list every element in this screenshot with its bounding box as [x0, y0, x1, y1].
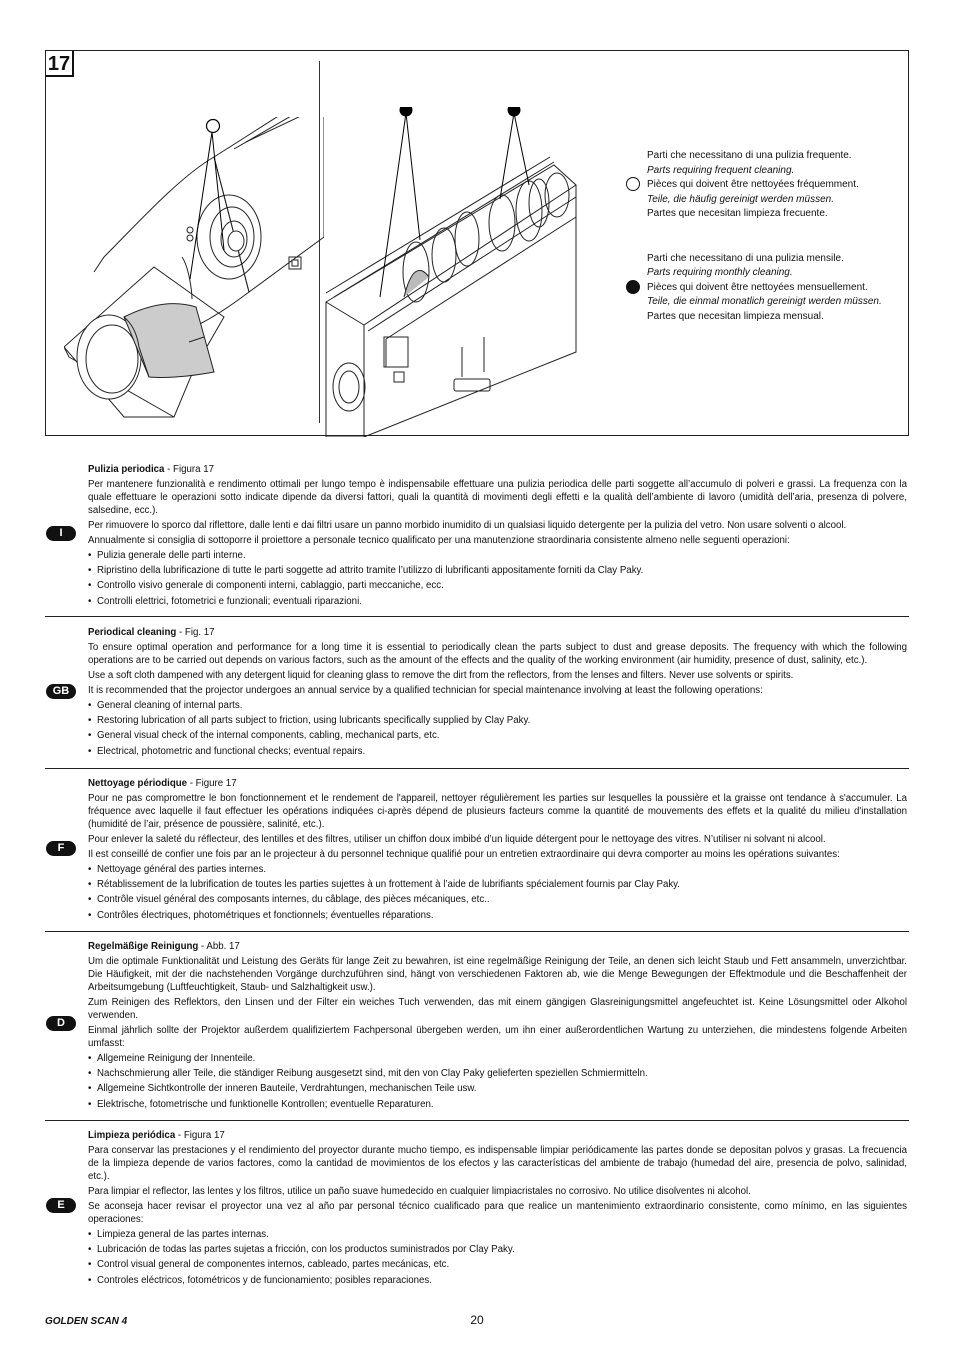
legend-line-it: Parti che necessitano di una pulizia mensile. [647, 252, 844, 264]
list-item: • Nachschmierung aller Teile, die ständiger Reibung ausgesetzt sind, mit den von Clay Paky gelieferten speziellen Schmiermitteln. [88, 1067, 907, 1080]
paragraph: Um die optimale Funktionalität und Leistung des Geräts für lange Zeit zu bewahren, ist eine regelmäßige Reinigung der Teile, an denen sich leicht Staub und Fett ansammeln, unverzichtbar. Die Häufigkeit, mit der die nachstehenden Vorgänge durchzuführen sind, hängt von verschiedenen Faktoren ab, wie die Menge Bewegungen der Effektmodule und die Beschaffenheit der Arbeitsumgebung (Luftfeuchtigkeit, Staub- und Salzhaltigkeit usw.). [88, 956, 907, 993]
paragraph: Para conservar las prestaciones y el rendimiento del proyector durante mucho tiempo, es indispensable limpiar periódicamente las partes donde se depositan polvos y grasas. La frecuencia de la limpieza depende de varios factores, como la cantidad de movimientos de los efectos y las características del ambiente de trabajo (humedad del aire, presencia de polvo, salinidad, etc.). [88, 1145, 907, 1182]
list-item: • Nettoyage général des parties internes. [88, 863, 907, 876]
section-spanish [45, 1121, 909, 1291]
frequent-cleaning-marker [207, 120, 220, 133]
section-german [45, 932, 909, 1121]
legend-line-gb: Parts requiring monthly cleaning. [647, 267, 793, 278]
section-french [45, 769, 909, 932]
paragraph: Pour enlever la saleté du réflecteur, des lentilles et des filtres, utiliser un chiffon doux imbibé d’un liquide détergent pour le nettoyage des vitres. N’utiliser ni solvant ni alcool. [88, 834, 826, 845]
section-content [88, 463, 907, 610]
page-number: 20 [470, 1313, 484, 1327]
section-heading [88, 1129, 907, 1142]
legend-line-it: Parti che necessitano di una pulizia frequente. [647, 150, 852, 161]
section-heading [88, 940, 907, 953]
list-item: • Restoring lubrication of all parts subject to friction, using lubricants specifically supplied by Clay Paky. [88, 714, 907, 727]
bullet-list [88, 699, 907, 758]
section-heading [88, 463, 907, 476]
monthly-cleaning-marker [400, 107, 413, 117]
section-content [88, 1129, 907, 1289]
language-badge: GB [46, 684, 76, 699]
filled-circle-icon [626, 280, 640, 294]
legend-line-e: Partes que necesitan limpieza mensual. [647, 310, 824, 322]
bullet-list [88, 1228, 907, 1287]
section-heading [88, 626, 907, 639]
paragraph: It is recommended that the projector undergoes an annual service by a qualified technician for special maintenance involving at least the following operations: [88, 685, 763, 696]
section-english [45, 617, 909, 769]
section-content [88, 777, 907, 924]
list-item: • Allgemeine Sichtkontrolle der inneren Bauteile, Verdrahtungen, mechanischen Teile usw. [88, 1082, 907, 1095]
section-title: Pulizia periodica [88, 464, 165, 475]
section-title: Regelmäßige Reinigung [88, 941, 199, 952]
language-badge: F [46, 841, 76, 856]
monthly-cleaning-marker [508, 107, 521, 117]
list-item: • Electrical, photometric and functional checks; eventual repairs. [88, 745, 907, 758]
figure-reference: - Figure 17 [187, 778, 237, 789]
list-item: • Contrôle visuel général des composants internes, du câblage, des pièces mécaniques, etc.. [88, 893, 907, 906]
list-item: • Allgemeine Reinigung der Innenteile. [88, 1052, 907, 1065]
section-content [88, 940, 907, 1113]
language-badge: I [46, 526, 76, 541]
list-item: • Contrôles électriques, photométriques et fonctionnels; éventuelles réparations. [88, 909, 907, 922]
legend-line-e: Partes que necesitan limpieza frecuente. [647, 208, 828, 219]
legend-line-d: Teile, die häufig gereinigt werden müssen. [647, 193, 834, 205]
list-item: • Pulizia generale delle parti interne. [88, 549, 907, 562]
paragraph: Pour ne pas compromettre le bon fonctionnement et le rendement de l'appareil, nettoyer régulièrement les parties sur lesquelles la poussière et la graisse ont tendance à s'accumuler. La fréquence avec laquelle il faut effectuer les opérations indiquées ci-après dépend de plusieurs facteurs comme la quantité de mouvements des effets et la qualité du milieu d'installation (humidité de l’air, présence de poussière, salinité, etc.). [88, 793, 907, 830]
legend-frequent [626, 149, 906, 222]
legend-line-d: Teile, die einmal monatlich gereinigt werden müssen. [647, 296, 882, 307]
list-item: • Controles eléctricos, fotométricos y de funcionamiento; posibles reparaciones. [88, 1274, 907, 1287]
footer-brand: GOLDEN SCAN 4 [45, 1316, 128, 1327]
legend-monthly [626, 252, 906, 325]
figure-17-box [45, 50, 909, 436]
bullet-list [88, 549, 907, 608]
list-item: • General cleaning of internal parts. [88, 699, 907, 712]
language-badge: E [46, 1198, 76, 1213]
projector-filters-drawing [324, 107, 584, 437]
paragraph: Se aconseja hacer revisar el proyector una vez al año par personal técnico cualificado para que realice un mantenimiento extraordinario consistente, como mínimo, en las siguientes operaciones: [88, 1201, 907, 1225]
paragraph: Annualmente si consiglia di sottoporre il proiettore a personale tecnico qualificato per una manutenzione straordinaria consistente almeno nelle seguenti operazioni: [88, 535, 790, 546]
list-item: • Limpieza general de las partes internas. [88, 1228, 907, 1241]
section-italian [45, 458, 909, 617]
legend-line-f: Pièces qui doivent être nettoyées fréquemment. [647, 179, 859, 190]
figure-reference: - Abb. 17 [198, 941, 240, 952]
section-title: Limpieza periódica [88, 1130, 176, 1141]
bullet-list [88, 1052, 907, 1111]
legend-line-gb: Parts requiring frequent cleaning. [647, 164, 795, 176]
figure-reference: - Fig. 17 [176, 627, 215, 638]
language-badge: D [46, 1016, 76, 1031]
section-content [88, 626, 907, 760]
list-item: • Controlli elettrici, fotometrici e funzionali; eventuali riparazioni. [88, 595, 907, 608]
cleaning-legend [626, 149, 906, 354]
list-item: • Lubricación de todas las partes sujetas a fricción, con los productos suministrados por Clay Paky. [88, 1243, 907, 1256]
paragraph: Einmal jährlich sollte der Projektor außerdem qualifiziertem Fachpersonal übergeben werden, um ihn einer außerordentlichen Wartung zu unterziehen, die mindestens folgende Arbeiten umfasst: [88, 1025, 907, 1049]
empty-circle-icon [626, 177, 640, 191]
paragraph: Zum Reinigen des Reflektors, den Linsen und der Filter ein weiches Tuch verwenden, das mit einem gängigen Glasreinigungsmittel angefeuchtet ist. Keine Lösungsmittel oder Alkohol verwenden. [88, 997, 907, 1021]
figure-reference: - Figura 17 [175, 1130, 225, 1141]
section-title: Periodical cleaning [88, 627, 177, 638]
paragraph: Per mantenere funzionalità e rendimento ottimali per lungo tempo è indispensabile effettuare una pulizia periodica delle parti soggette all’accumulo di polveri e grassi. La frequenza con la quale effettuare le operazioni sotto indicate dipende da diversi fattori, quali la quantità di movimenti degli effetti e la qualità dell’ambiente di lavoro (umidità dell’aria, presenza di polvere, salsedine, ecc.). [88, 479, 907, 516]
figure-reference: - Figura 17 [164, 464, 214, 475]
paragraph: Per rimuovere lo sporco dal riflettore, dalle lenti e dai filtri usare un panno morbido inumidito di un qualsiasi liquido detergente per la pulizia del vetro. Non usare solventi o alcool. [88, 520, 847, 531]
paragraph: Il est conseillé de confier une fois par an le projecteur à du personnel technique qualifié pour un entretien extraordinaire qui devra comporter au moins les opérations suivantes: [88, 849, 840, 860]
section-title: Nettoyage périodique [88, 778, 188, 789]
figure-number: 17 [46, 51, 74, 77]
list-item: • Rétablissement de la lubrification de toutes les parties sujettes à un frottement à l’aide de lubrifiants spécialement fournis par Clay Paky. [88, 878, 907, 891]
paragraph: To ensure optimal operation and performance for a long time it is essential to periodically clean the parts subject to dust and grease deposits. The frequency with which the following operations are to be carried out depends on various factors, such as the amount of the effects and the quality of the working environment (air humidity, presence of dust, salinity, etc.). [88, 642, 907, 666]
list-item: • Elektrische, fotometrische und funktionelle Kontrollen; eventuelle Reparaturen. [88, 1098, 907, 1111]
paragraph: Use a soft cloth dampened with any detergent liquid for cleaning glass to remove the dirt from the reflectors, from the lenses and filters. Never use solvents or spirits. [88, 670, 794, 681]
paragraph: Para limpiar el reflector, las lentes y los filtros, utilice un paño suave humedecido en cualquier limpiacristales no corrosivo. No utilice disolventes ni alcohol. [88, 1186, 751, 1197]
list-item: • General visual check of the internal components, cabling, mechanical parts, etc. [88, 729, 907, 742]
list-item: • Controllo visivo generale di componenti interni, cablaggio, parti meccaniche, ecc. [88, 579, 907, 592]
legend-line-f: Pièces qui doivent être nettoyées mensuellement. [647, 281, 868, 293]
section-heading [88, 777, 907, 790]
projector-reflector-drawing [64, 117, 324, 427]
list-item: • Ripristino della lubrificazione di tutte le parti soggette ad attrito tramite l’utilizzo di lubrificanti appositamente forniti da Clay Paky. [88, 564, 907, 577]
list-item: • Control visual general de componentes internos, cableado, partes mecánicas, etc. [88, 1258, 907, 1271]
bullet-list [88, 863, 907, 922]
